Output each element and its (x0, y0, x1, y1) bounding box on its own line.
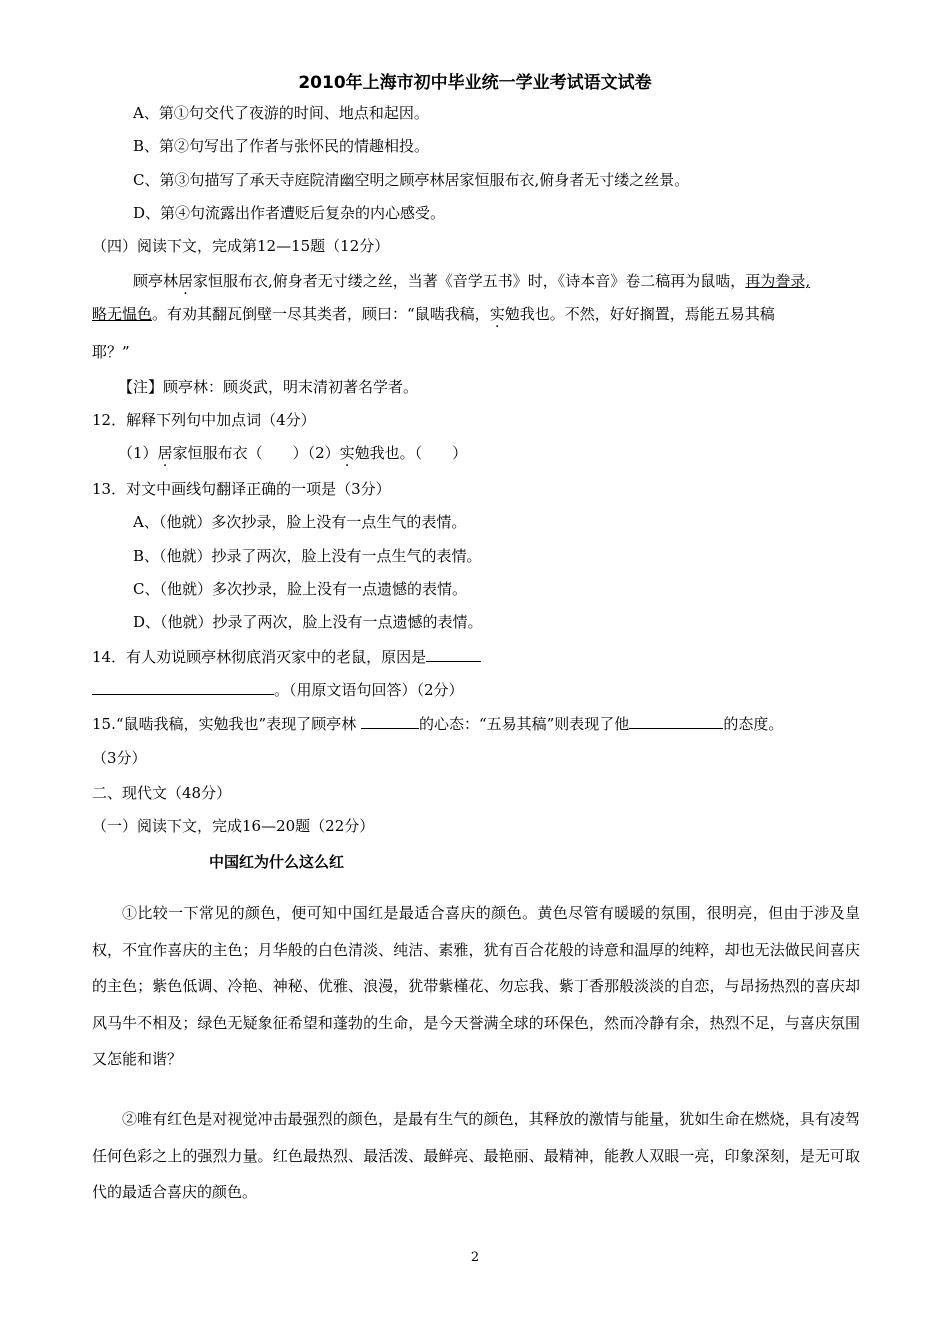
underlined-sentence: 略无愠色 (92, 305, 153, 323)
page-title: 2010年上海市初中毕业统一学业考试语文试卷 (298, 73, 652, 93)
dotted-word: 实 (489, 305, 505, 323)
passage-line-1 (133, 271, 810, 291)
q13-option-b: B、（他就）抄录了两次，脸上没有一点生气的表情。 (133, 547, 482, 565)
annotation-note: 【注】顾亭林：顾炎武，明末清初著名学者。 (118, 378, 419, 396)
dotted-word: 居 (157, 444, 173, 462)
answer-blank (92, 679, 274, 695)
passage-text: 顾亭林 (133, 272, 179, 290)
q15-line (92, 713, 783, 734)
q12-item-text: 勉我也。（ ） (354, 444, 468, 462)
q15-text: 15.“鼠啮我稿，实勉我也”表现了顾亭林 (92, 715, 361, 733)
article-paragraph-2: ②唯有红色是对视觉冲击最强烈的颜色，是最有生气的颜色，其释放的激情与能量，犹如生命在燃烧，具有凌驾任何色彩之上的强烈力量。红色最热烈、最活泼、最鲜亮、最艳丽、最精神，能教人双眼一亮，印象深刻，是无可取代的最适合喜庆的颜色。 (92, 1110, 860, 1201)
article-paragraph-1: ①比较一下常见的颜色，便可知中国红是最适合喜庆的颜色。黄色尽管有暖暖的氛围，很明亮，但由于涉及皇权，不宜作喜庆的主色；月华般的白色清淡、纯洁、素雅，犹有百合花般的诗意和温厚的纯粹，却也无法做民间喜庆的主色；紫色低调、冷艳、神秘、优雅、浪漫，犹带紫槿花、勿忘我、紫丁香那般淡淡的自恋，与昂扬热烈的喜庆却风马牛不相及；绿色无疑象征希望和蓬勃的生命，是今天誉满全球的环保色，然而冷静有余，热烈不足，与喜庆氛围又怎能和谐？ (92, 904, 860, 1068)
underlined-sentence: 再为誊录, (745, 272, 811, 290)
article-title: 中国红为什么这么红 (209, 853, 345, 871)
q12-item-number: （1） (118, 444, 158, 462)
q14-text: 14．有人劝说顾亭林彻底消灭家中的老鼠，原因是 (92, 648, 427, 666)
q12-item-text: 家恒服布衣（ ） (172, 444, 308, 462)
q13-option-d: D、（他就）抄录了两次，脸上没有一点遗憾的表情。 (133, 613, 483, 631)
q15-score: （3分） (92, 749, 147, 767)
modern-section-heading: 二、现代文（48分） (92, 784, 232, 802)
passage-text: 家恒服布衣,俯身者无寸缕之丝，当著《音学五书》时，《诗本音》卷二稿再为鼠啮， (193, 272, 746, 290)
q13-option-c: C、（他就）多次抄录，脸上没有一点遗憾的表情。 (133, 580, 467, 598)
q11-option-c: C、第③句描写了承天寺庭院清幽空明之顾亭林居家恒服布衣,俯身者无寸缕之丝景。 (133, 171, 690, 189)
q15-text: 的心态：“五易其稿”则表现了他 (418, 715, 630, 733)
answer-blank (629, 713, 723, 729)
q11-option-d: D、第④句流露出作者遭贬后复杂的内心感受。 (133, 204, 446, 222)
modern-sub-heading: （一）阅读下文，完成16—20题（22分） (92, 817, 375, 835)
q15-text: 的态度。 (723, 715, 784, 733)
dotted-word: 居 (178, 272, 194, 290)
passage-line-2 (92, 304, 775, 324)
section4-heading: （四）阅读下文，完成第12—15题（12分） (92, 237, 390, 255)
q11-option-a: A、第①句交代了夜游的时间、地点和起因。 (133, 104, 429, 122)
q13-option-a: A、（他就）多次抄录，脸上没有一点生气的表情。 (133, 513, 467, 531)
q14-line-2 (92, 679, 464, 700)
q11-option-b: B、第②句写出了作者与张怀民的情趣相投。 (133, 137, 430, 155)
answer-blank (426, 646, 481, 662)
q14-tail: 。（用原文语句回答）（2分） (274, 681, 464, 699)
passage-line-3: 耶？” (92, 343, 130, 361)
page-number: 2 (470, 1250, 480, 1265)
passage-text: 。有劝其翻瓦倒壁一尽其类者，顾曰：“鼠啮我稿， (152, 305, 490, 323)
q14-stem (92, 646, 481, 667)
passage-text: 勉我也。不然，好好搁置，焉能五易其稿 (504, 305, 775, 323)
q12-items (118, 443, 467, 463)
q12-item-number: （2） (307, 444, 340, 462)
q13-stem: 13．对文中画线句翻译正确的一项是（3分） (92, 480, 391, 498)
dotted-word: 实 (339, 444, 355, 462)
q12-stem: 12．解释下列句中加点词（4分） (92, 411, 316, 429)
answer-blank (361, 713, 419, 729)
